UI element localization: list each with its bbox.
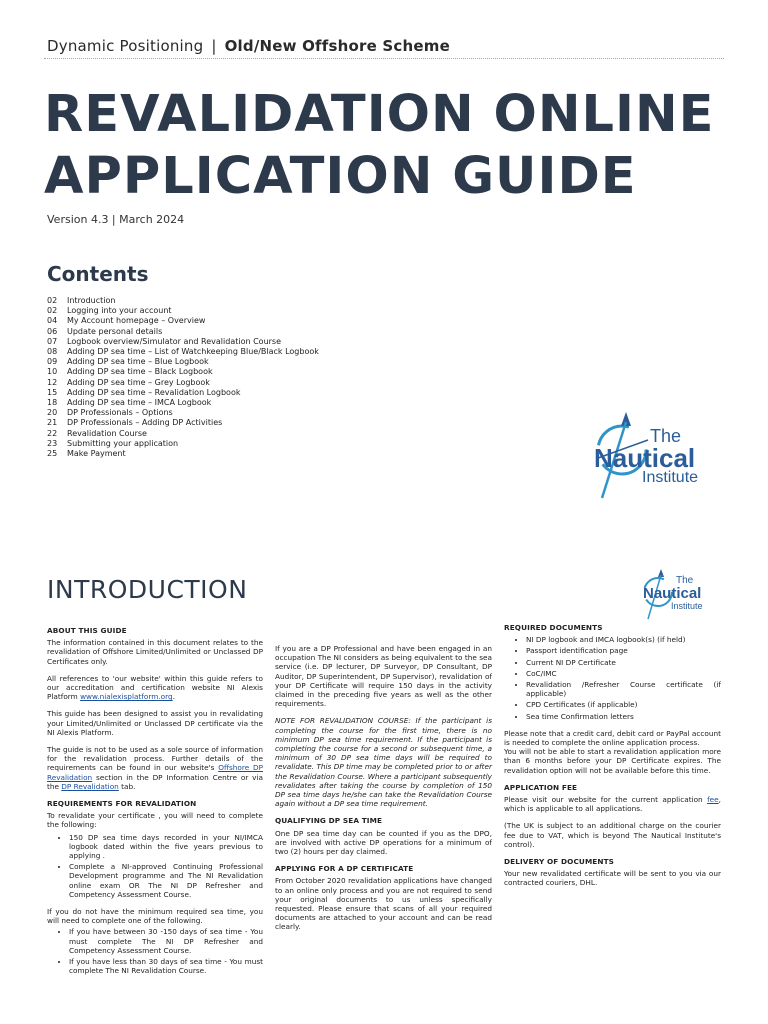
about-text: section in the DP Information Centre or via the [47,772,263,791]
header-divider [44,58,724,59]
logo-nautical: Nautical [643,585,702,602]
toc-page: 08 [47,347,58,357]
offshore-dp-revalidation-link[interactable]: Offshore DP Revalidation [47,763,263,782]
toc-item[interactable] [47,367,319,377]
requirements-intro: To revalidate your certificate , you will need to complete the following: [47,811,263,830]
toc-item[interactable] [47,398,319,408]
list-item: • Sea time Confirmation letters [526,712,721,721]
version-line: Version 4.3 | March 2024 [47,213,185,226]
toc-page: 12 [47,377,58,387]
intro-column-3 [504,623,721,896]
list-item: • Revalidation /Refresher Course certificate (if applicable) [526,680,721,698]
toc-page: 22 [47,428,58,438]
delivery-heading: DELIVERY OF DOCUMENTS [504,857,615,867]
fee-link[interactable]: fee [707,795,719,805]
logo-nautical: Nautical [594,443,696,473]
toc-label: Adding DP sea time – IMCA Logbook [67,398,212,408]
dp-revalidation-tab-link[interactable]: DP Revalidation [61,781,119,791]
about-paragraph-1: The information contained in this document relates to the revalidation of Offshore Limited/Unlimited or Unclassed DP Certificates only. [47,638,263,666]
nautical-institute-logo [590,410,730,500]
toc-label: Adding DP sea time – Revalidation Logbook [67,387,241,397]
list-item: • Complete a NI-approved Continuing Professional Development programme and The NI Revalidation online exam OR The NI DP Refresher and Competency Assessment Course. [69,862,263,899]
about-text: tab. [118,781,136,791]
toc-page: 02 [47,306,58,316]
timing-note: You will not be able to start a revalidation application more than 6 months before your DP Certificate expires. The revalidation option will not be available before this time. [504,747,721,775]
toc-label: DP Professionals – Options [67,408,173,418]
toc-item[interactable] [47,347,319,357]
vat-note: (The UK is subject to an additional charge on the courier fee due to VAT, which is beyond The Nautical Institute's control). [504,821,721,849]
toc-label: Submitting your application [67,438,179,448]
toc-page: 06 [47,326,58,336]
about-text: All references to 'our website' within this guide refers to our accreditation and certification website NI Alexis Platform [47,673,263,702]
about-heading: ABOUT THIS GUIDE [47,626,127,635]
toc-item[interactable] [47,439,319,449]
nautical-institute-logo-small [640,568,730,620]
logo-the: The [676,575,694,586]
intro-column-2 [275,644,492,940]
requirements-heading: REQUIREMENTS FOR REVALIDATION [47,799,197,809]
toc-item[interactable] [47,449,319,459]
header-section: Dynamic Positioning [47,37,204,55]
toc-item[interactable] [47,357,319,367]
toc-page: 15 [47,387,58,397]
list-item: • CoC/IMC [526,669,721,678]
delivery-paragraph: Your new revalidated certificate will be sent to you via our contracted couriers, DHL. [504,869,721,888]
fee-text: , which is applicable to all applications. [504,795,721,814]
logo-institute: Institute [671,601,703,611]
about-paragraph-3: This guide has been designed to assist you in revalidating your Limited/Unlimited or Unclassed DP certificate via the NI Alexis Platform. [47,709,263,737]
applying-heading: APPLYING FOR A DP CERTIFICATE [275,864,414,874]
toc-page: 04 [47,316,58,326]
toc-label: Adding DP sea time – Blue Logbook [67,357,209,367]
toc-label: Adding DP sea time – List of Watchkeeping Blue/Black Logbook [67,347,319,357]
toc-page: 07 [47,336,58,346]
toc-item[interactable] [47,429,319,439]
toc-page: 21 [47,418,58,428]
toc-item[interactable] [47,378,319,388]
list-item: • 150 DP sea time days recorded in your NI/IMCA logbook dated within the five years previous to applying . [69,833,263,861]
toc-label: Logbook overview/Simulator and Revalidation Course [67,336,282,346]
contents-heading: Contents [47,262,149,286]
toc-item[interactable] [47,408,319,418]
toc-label: Logging into your account [67,306,172,316]
toc-label: Adding DP sea time – Black Logbook [67,367,213,377]
about-text: The guide is not to be used as a sole source of information for the revalidation process. Further details of the requirements can be found in our website's [47,745,263,773]
toc-page: 10 [47,367,58,377]
revalidation-course-note: NOTE FOR REVALIDATION COURSE: If the participant is completing the course for the first time, there is no minimum DP sea time requirement. If the participant is completing the course for a second or subsequent time, a minimum of 30 DP sea time days will be required to revalidate. This DP time may be completed prior to or after the Revalidation Course. Where a participant subsequently revalidates after taking the course by completion of 150 DP sea time days he/she can take the Revalidation Course again without a DP sea time requirement. [275,716,492,809]
intro-column-1 [47,626,263,984]
qualifying-paragraph: One DP sea time day can be counted if you as the DPO, are involved with active DP operations for a minimum of two (2) hours per day claimed. [275,828,492,857]
logo-institute: Institute [642,469,699,486]
header-separator: | [211,37,217,55]
documents-list [504,635,721,721]
list-item: • NI DP logbook and IMCA logbook(s) (if held) [526,635,721,644]
applying-paragraph: From October 2020 revalidation applications have changed to an online only process and you are not required to send your original documents to us unless specifically requested. Please ensure that scans of all your required documents are attached to your account and can be read clearly. [275,876,492,932]
logo-the: The [650,426,682,446]
list-item: • If you have less than 30 days of sea time - You must complete The NI Revalidation Course. [69,957,263,975]
list-item: • CPD Certificates (if applicable) [526,700,721,709]
toc-item[interactable] [47,296,319,306]
toc-item[interactable] [47,418,319,428]
toc-item[interactable] [47,388,319,398]
toc-label: Revalidation Course [67,428,147,438]
dp-professional-paragraph: If you are a DP Professional and have been engaged in an occupation The NI considers as being equivalent to the sea service (i.e. DP lecturer, DP Surveyor, DP Consultant, DP Auditor, DP Superintendent, DP Supervisor), revalidation of your DP Certificate will require 150 days in the activity claimed in the preceding five years as well as the other requirements. [275,644,492,709]
toc-item[interactable] [47,316,319,326]
toc-label: My Account homepage – Overview [67,316,206,326]
toc-label: Introduction [67,296,116,305]
toc-label: Make Payment [67,449,126,459]
introduction-heading: INTRODUCTION [47,575,248,604]
requirements-list [47,833,263,899]
toc-page: 25 [47,449,58,459]
list-item: • If you have between 30 -150 days of sea time - You must complete The NI DP Refresher and Competency Assessment Course. [69,927,263,955]
list-item: • Current NI DP Certificate [526,658,721,667]
title-line-1: REVALIDATION ONLINE [44,85,715,144]
toc-page: 18 [47,398,58,408]
about-paragraph-2 [47,674,263,702]
toc-page: 23 [47,438,58,448]
toc-item[interactable] [47,337,319,347]
qualifying-heading: QUALIFYING DP SEA TIME [275,816,383,826]
minimum-seatime-intro: If you do not have the minimum required sea time, you will need to complete one of the following. [47,907,263,926]
toc-page: 20 [47,408,58,418]
documents-heading: REQUIRED DOCUMENTS [504,623,603,632]
about-paragraph-4 [47,745,263,791]
toc-page: 09 [47,357,58,367]
fee-paragraph [504,795,721,813]
list-item: • Passport identification page [526,646,721,655]
toc-label: Adding DP sea time – Grey Logbook [67,377,210,387]
toc-label: DP Professionals – Adding DP Activities [67,418,223,428]
title-line-2: APPLICATION GUIDE [44,147,637,206]
about-text: . [172,692,175,702]
document-header [47,37,450,55]
minimum-seatime-list [47,927,263,975]
website-link[interactable]: www.nialexisplatform.org [80,692,173,702]
toc-page: 02 [47,296,58,305]
fee-heading: APPLICATION FEE [504,782,578,792]
fee-text: Please visit our website for the current application [504,795,708,805]
document-title [44,84,715,208]
toc-label: Update personal details [67,326,163,336]
payment-note: Please note that a credit card, debit card or PayPal account is needed to complete the online application process. [504,728,721,748]
header-scheme: Old/New Offshore Scheme [224,37,450,55]
table-of-contents [47,296,319,459]
toc-item[interactable] [47,327,319,337]
toc-item[interactable] [47,306,319,316]
